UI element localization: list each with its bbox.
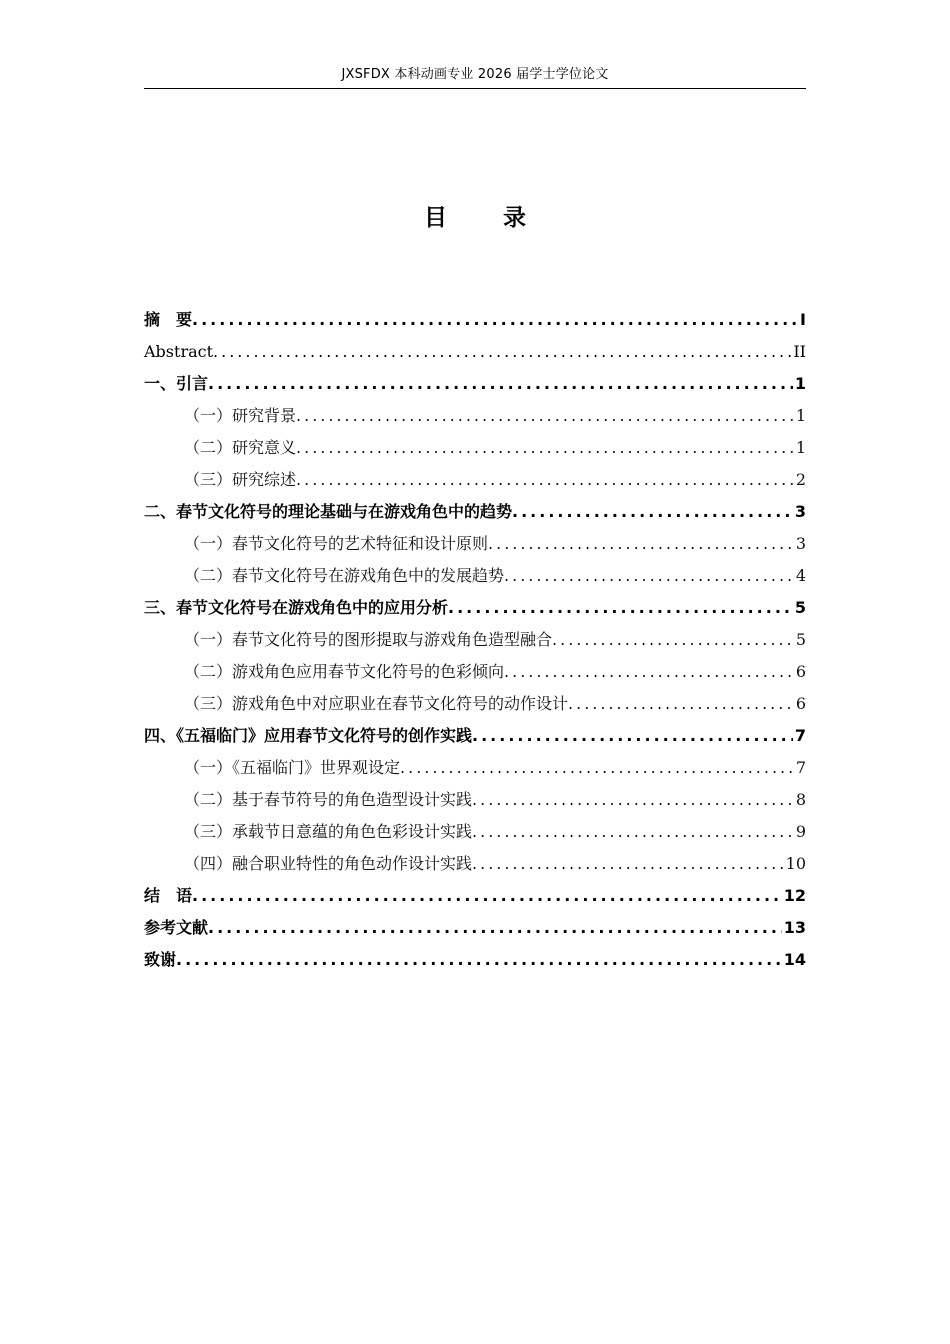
toc-entry-page: 12: [783, 886, 806, 905]
toc-entry-page: 2: [795, 470, 806, 489]
toc-entry-label: （二）研究意义: [184, 438, 297, 457]
toc-entry-section-2-1[interactable]: [144, 528, 806, 560]
toc-leader-dots: [472, 848, 784, 880]
toc-entry-chapter-4[interactable]: [144, 720, 806, 752]
toc-entry-section-4-1[interactable]: [144, 752, 806, 784]
toc-leader-dots: [400, 752, 794, 784]
toc-leader-dots: [208, 912, 782, 944]
toc-entry-page: 6: [795, 694, 806, 713]
toc-entry-label: （一）研究背景: [184, 406, 297, 425]
table-of-contents: [144, 304, 806, 976]
toc-leader-dots: [213, 336, 791, 368]
toc-leader-dots: [504, 656, 794, 688]
toc-entry-chapter-2[interactable]: [144, 496, 806, 528]
toc-entry-abstract-cn[interactable]: [144, 304, 806, 336]
toc-entry-page: 7: [794, 726, 806, 745]
toc-entry-label: （一）《五福临门》世界观设定: [184, 758, 401, 777]
toc-entry-label: （三）游戏角色中对应职业在春节文化符号的动作设计: [184, 694, 569, 713]
toc-entry-section-4-4[interactable]: [144, 848, 806, 880]
header-rule: [144, 88, 806, 89]
toc-entry-chapter-1[interactable]: [144, 368, 806, 400]
toc-entry-page: 5: [795, 630, 806, 649]
toc-leader-dots: [472, 720, 793, 752]
toc-leader-dots: [448, 592, 793, 624]
toc-entry-section-3-2[interactable]: [144, 656, 806, 688]
toc-entry-label: 致谢: [144, 950, 177, 969]
toc-entry-label: （一）春节文化符号的图形提取与游戏角色造型融合: [184, 630, 553, 649]
toc-entry-label: 四、《五福临门》应用春节文化符号的创作实践: [144, 726, 473, 745]
toc-entry-page: 1: [795, 438, 806, 457]
toc-entry-conclusion[interactable]: [144, 880, 806, 912]
toc-entry-section-3-1[interactable]: [144, 624, 806, 656]
toc-leader-dots: [512, 496, 793, 528]
toc-leader-dots: [192, 880, 782, 912]
toc-entry-page: 7: [795, 758, 806, 777]
toc-entry-label: （三）承载节日意蕴的角色色彩设计实践: [184, 822, 473, 841]
toc-entry-page: 9: [795, 822, 806, 841]
toc-entry-label: 一、引言: [144, 374, 209, 393]
toc-entry-page: 13: [783, 918, 806, 937]
toc-entry-section-3-3[interactable]: [144, 688, 806, 720]
toc-entry-chapter-3[interactable]: [144, 592, 806, 624]
toc-entry-abstract-en[interactable]: [144, 336, 806, 368]
toc-entry-page: II: [793, 342, 806, 361]
toc-entry-label: 摘 要: [144, 310, 193, 329]
toc-entry-page: 4: [795, 566, 806, 585]
toc-leader-dots: [192, 304, 798, 336]
toc-entry-section-4-3[interactable]: [144, 816, 806, 848]
toc-entry-label: 三、春节文化符号在游戏角色中的应用分析: [144, 598, 449, 617]
toc-entry-section-4-2[interactable]: [144, 784, 806, 816]
toc-entry-page: 1: [795, 406, 806, 425]
toc-entry-label: Abstract: [144, 342, 214, 361]
running-header: JXSFDX 本科动画专业 2026 届学士学位论文: [341, 67, 609, 82]
toc-entry-label: 二、春节文化符号的理论基础与在游戏角色中的趋势: [144, 502, 513, 521]
toc-leader-dots: [504, 560, 794, 592]
toc-entry-label: （四）融合职业特性的角色动作设计实践: [184, 854, 473, 873]
toc-entry-section-1-2[interactable]: [144, 432, 806, 464]
toc-leader-dots: [176, 944, 782, 976]
toc-entry-label: （一）春节文化符号的艺术特征和设计原则: [184, 534, 489, 553]
toc-leader-dots: [208, 368, 793, 400]
toc-entry-section-2-2[interactable]: [144, 560, 806, 592]
toc-leader-dots: [472, 816, 794, 848]
toc-leader-dots: [296, 432, 794, 464]
toc-entry-section-1-1[interactable]: [144, 400, 806, 432]
toc-entry-page: 1: [794, 374, 806, 393]
toc-entry-page: I: [800, 310, 806, 329]
toc-leader-dots: [552, 624, 794, 656]
toc-entry-page: 6: [795, 662, 806, 681]
toc-entry-label: （三）研究综述: [184, 470, 297, 489]
toc-entry-page: 8: [795, 790, 806, 809]
toc-entry-label: （二）游戏角色应用春节文化符号的色彩倾向: [184, 662, 505, 681]
toc-entry-label: 结 语: [144, 886, 193, 905]
toc-entry-section-1-3[interactable]: [144, 464, 806, 496]
toc-entry-references[interactable]: [144, 912, 806, 944]
toc-leader-dots: [296, 464, 794, 496]
toc-entry-acknowledgements[interactable]: [144, 944, 806, 976]
toc-title: 目 录: [423, 205, 550, 231]
toc-leader-dots: [568, 688, 794, 720]
toc-entry-page: 5: [794, 598, 806, 617]
toc-entry-page: 3: [795, 534, 806, 553]
toc-entry-page: 3: [794, 502, 806, 521]
toc-leader-dots: [472, 784, 794, 816]
toc-entry-page: 10: [785, 854, 806, 873]
toc-leader-dots: [488, 528, 794, 560]
toc-entry-label: （二）春节文化符号在游戏角色中的发展趋势: [184, 566, 505, 585]
toc-entry-page: 14: [783, 950, 806, 969]
toc-entry-label: （二）基于春节符号的角色造型设计实践: [184, 790, 473, 809]
toc-leader-dots: [296, 400, 794, 432]
toc-entry-label: 参考文献: [144, 918, 209, 937]
